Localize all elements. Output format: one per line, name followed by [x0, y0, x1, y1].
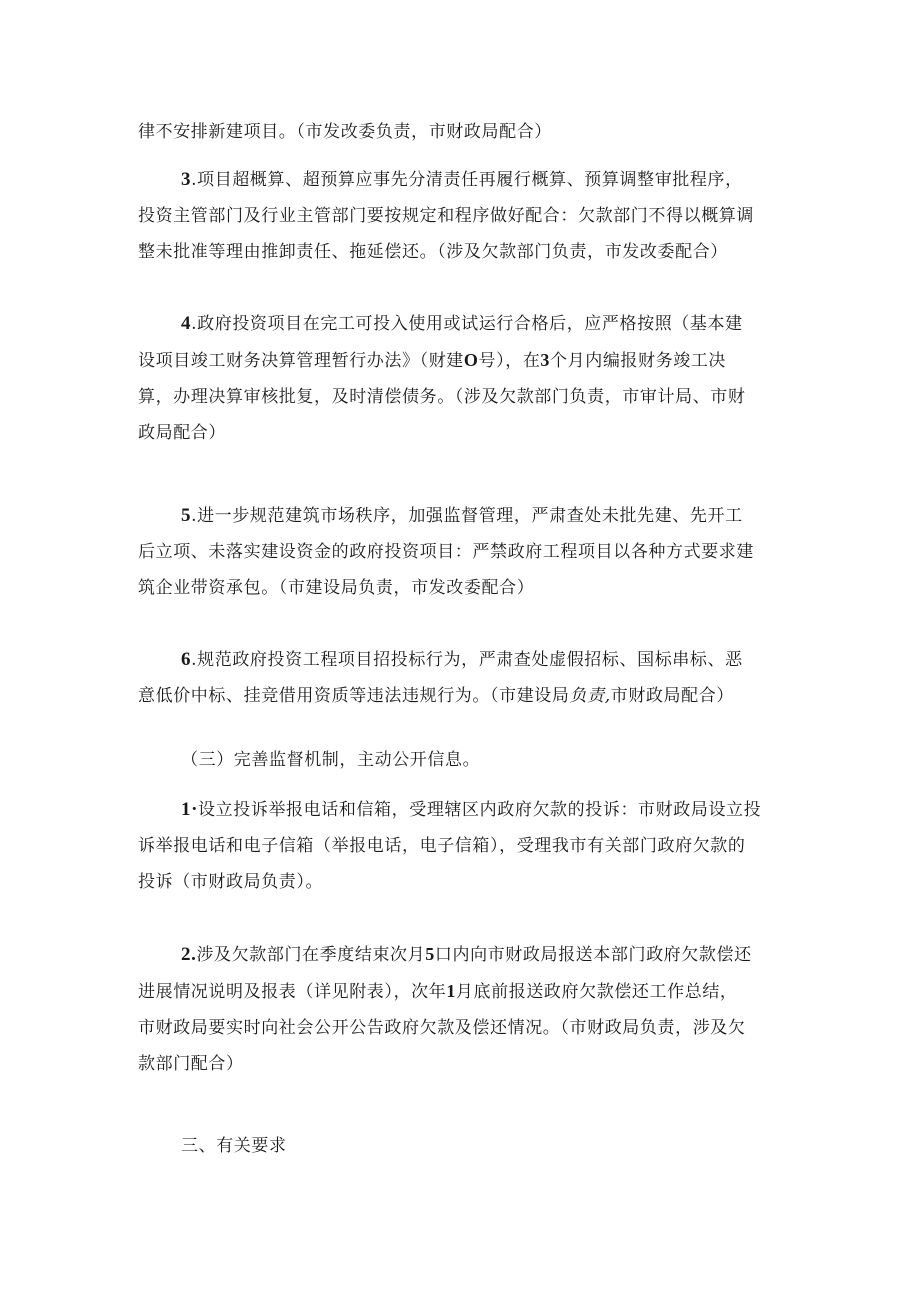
section-heading	[138, 1128, 788, 1164]
text-line: 4.政府投资项目在完工可投入使用或试运行合格后，应严格按照（基本建	[181, 313, 743, 334]
paragraph-item-4	[138, 306, 788, 451]
text-line: 6.规范政府投资工程项目招投标行为，严肃查处虚假招标、国标串标、恶	[181, 649, 743, 670]
text-line: 设项目竣工财务决算管理暂行办法》（财建O号），在3个月内编报财务竣工决	[138, 350, 727, 371]
text-line: 政局配合）	[138, 423, 226, 443]
text-line: 1·设立投诉举报电话和信箱，受理辖区内政府欠款的投诉：市财政局设立投	[181, 799, 762, 820]
subheading-text: （三）完善监督机制，主动公开信息。	[181, 750, 481, 770]
item-number: 4	[181, 313, 192, 334]
text-line: 5.进一步规范建筑市场秩序，加强监督管理，严肃查处未批先建、先开工	[181, 505, 743, 526]
item-number: 2.	[181, 944, 197, 965]
item-number: 3	[181, 169, 192, 190]
item-number: 5	[181, 505, 192, 526]
text-line: 算，办理决算审核批复，及时清偿债务。（涉及欠款部门负责，市审计局、市财	[138, 387, 746, 407]
item-number: 6	[181, 649, 192, 670]
paragraph-item-3	[138, 162, 788, 270]
text-line: 筑企业带资承包。（市建设局负责，市发改委配合）	[138, 578, 535, 598]
paragraph-item-5	[138, 498, 788, 606]
text-line: 市财政局要实时向社会公开公告政府欠款及偿还情况。（市财政局负责，涉及欠	[138, 1018, 746, 1038]
text-line: 3.项目超概算、超预算应事先分清责任再履行概算、预算调整审批程序，	[181, 169, 743, 190]
item-number: 1·	[181, 799, 199, 820]
text-line: 2.涉及欠款部门在季度结束次月5口内向市财政局报送本部门政府欠款偿还	[181, 944, 752, 965]
text-line: 意低价中标、挂竞借用资质等违法违规行为。（市建设局负责,市财政局配合）	[138, 686, 734, 706]
section-heading-text: 三、有关要求	[181, 1136, 287, 1156]
section-subheading	[138, 742, 788, 778]
text-line: 进展情况说明及报表（详见附表），次年1月底前报送政府欠款偿还工作总结，	[138, 981, 738, 1002]
text-line: 投诉（市财政局负责）。	[138, 872, 324, 892]
paragraph-subitem-1	[138, 792, 788, 900]
paragraph-subitem-2	[138, 936, 788, 1082]
text-line: 诉举报电话和电子信箱（举报电话，电子信箱），受理我市有关部门政府欠款的	[138, 836, 746, 856]
paragraph-item-6	[138, 642, 788, 714]
text-line: 整未批准等理由推卸责任、拖延偿还。（涉及欠款部门负责，市发改委配合）	[138, 242, 728, 262]
text-line: 律不安排新建项目。（市发改委负责，市财政局配合）	[138, 122, 552, 142]
paragraph-continuation	[138, 114, 788, 150]
text-line: 款部门配合）	[138, 1054, 244, 1074]
text-line: 投资主管部门及行业主管部门要按规定和程序做好配合：欠款部门不得以概算调	[138, 206, 754, 226]
text-line: 后立项、未落实建设资金的政府投资项目：严禁政府工程项目以各种方式要求建	[138, 542, 754, 562]
